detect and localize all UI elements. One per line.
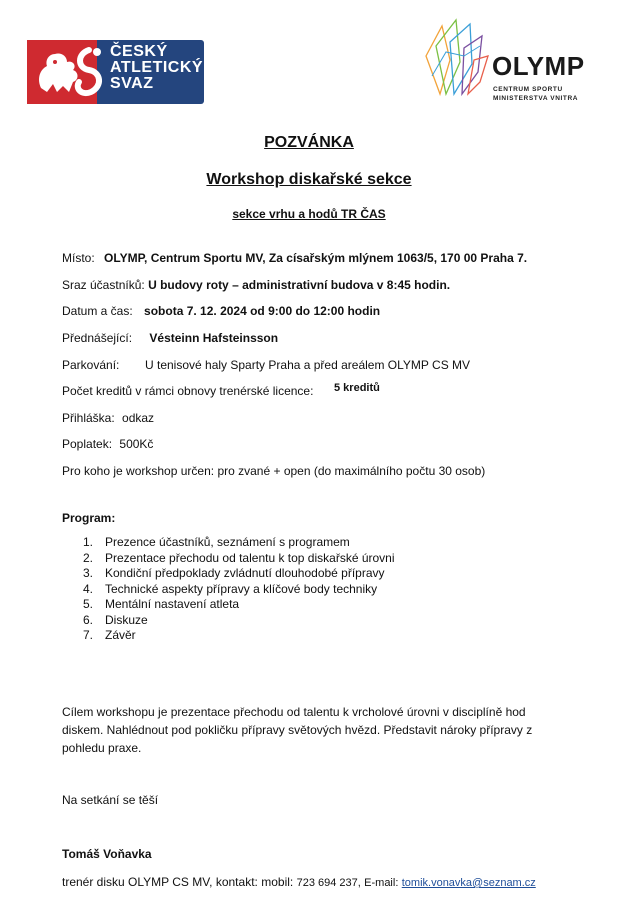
detail-date-label: Datum a čas: xyxy=(62,304,133,318)
detail-credits-label: Počet kreditů v rámci obnovy trenérské licence: xyxy=(62,384,314,398)
program-item-text: Prezentace přechodu od talentu k top diskařské úrovni xyxy=(105,550,395,565)
detail-date xyxy=(62,304,380,319)
program-item-text: Kondiční předpoklady zvládnutí dlouhodobé přípravy xyxy=(105,566,385,580)
program-item xyxy=(83,551,395,567)
detail-meet-label: Sraz účastníků: xyxy=(62,278,145,292)
csas-line-2: ATLETICKÝ xyxy=(110,59,204,76)
program-item xyxy=(83,566,395,582)
detail-meet xyxy=(62,278,450,293)
detail-credits-value: 5 kreditů xyxy=(334,382,380,394)
detail-parking-value: U tenisové haly Sparty Praha a před areálem OLYMP CS MV xyxy=(145,358,471,372)
detail-audience xyxy=(62,464,485,479)
program-item-number: 4. xyxy=(83,581,94,596)
mobile-value: 723 694 237, xyxy=(296,877,361,889)
program-item-number: 5. xyxy=(83,597,94,611)
detail-lecturer-label: Přednášející: xyxy=(62,331,133,345)
program-item-number: 6. xyxy=(83,612,94,627)
program-title: Program: xyxy=(62,511,116,525)
detail-credits xyxy=(62,382,380,399)
program-item-text: Prezence účastníků, seznámení s programem xyxy=(105,535,350,549)
detail-signup xyxy=(62,411,154,426)
program-item-text: Diskuze xyxy=(105,612,148,627)
detail-lecturer-value: Vésteinn Hafsteinsson xyxy=(149,331,279,345)
program-item xyxy=(83,628,395,644)
program-item-text: Mentální nastavení atleta xyxy=(105,597,240,611)
csas-line-1: ČESKÝ xyxy=(110,43,168,60)
csas-logo-text xyxy=(110,44,203,92)
detail-fee-label: Poplatek: xyxy=(62,437,113,451)
detail-place xyxy=(62,251,527,266)
detail-parking-label: Parkování: xyxy=(62,358,120,372)
page-title: POZVÁNKA xyxy=(264,134,354,151)
email-link[interactable]: tomik.vonavka@seznam.cz xyxy=(401,877,536,889)
email-label: E-mail: xyxy=(364,877,399,889)
olymp-logo-title: OLYMP xyxy=(492,51,585,81)
detail-audience-value: pro zvané + open (do maximálního počtu 30 osob) xyxy=(217,464,486,478)
description-paragraph: Cílem workshopu je prezentace přechodu od talentu k vrcholové úrovni v disciplíně hod diskem. Nahlédnout pod pokličku přípravy světových hvězd. Představit nároky přípravy z pohledu praxe. xyxy=(62,705,533,755)
program-item-text: Technické aspekty přípravy a klíčové body techniky xyxy=(105,581,378,596)
section-subtitle: sekce vrhu a hodů TR ČAS xyxy=(232,207,386,221)
csas-line-3: SVAZ xyxy=(110,75,154,92)
detail-signup-link[interactable]: odkaz xyxy=(122,411,155,425)
program-item xyxy=(83,613,395,629)
program-list xyxy=(83,535,395,644)
detail-place-value: OLYMP, Centrum Sportu MV, Za císařským mlýnem 1063/5, 170 00 Praha 7. xyxy=(104,251,528,265)
olymp-logo-subtitle-1: CENTRUM SPORTU xyxy=(493,86,563,93)
program-item-number: 7. xyxy=(83,628,94,642)
program-item-number: 3. xyxy=(83,566,94,580)
detail-date-value: sobota 7. 12. 2024 od 9:00 do 12:00 hodin xyxy=(144,304,381,318)
program-item xyxy=(83,597,395,613)
detail-meet-value: U budovy roty – administrativní budova v 8:45 hodin. xyxy=(148,278,451,292)
detail-place-label: Místo: xyxy=(62,251,95,265)
olymp-logo-subtitle-2: MINISTERSTVA VNITRA xyxy=(493,95,579,102)
mobile-label: mobil: xyxy=(261,875,294,889)
detail-audience-label: Pro koho je workshop určen: xyxy=(62,464,215,478)
program-item-text: Závěr xyxy=(105,628,136,642)
detail-lecturer xyxy=(62,331,278,346)
olymp-flame-icon xyxy=(420,16,490,98)
page-subtitle: Workshop diskařské sekce xyxy=(206,171,412,188)
program-item xyxy=(83,535,395,551)
signature-role: trenér disku OLYMP CS MV, kontakt: xyxy=(62,875,258,889)
greeting: Na setkání se těší xyxy=(62,793,159,807)
program-item-number: 1. xyxy=(83,535,94,549)
signature-name: Tomáš Voňavka xyxy=(62,847,152,861)
detail-signup-label: Přihláška: xyxy=(62,411,115,425)
program-item-number: 2. xyxy=(83,550,94,565)
olymp-logo-mark xyxy=(420,16,490,98)
program-item xyxy=(83,582,395,598)
detail-parking xyxy=(62,358,471,373)
detail-fee-value: 500Kč xyxy=(119,437,154,451)
signature-contact xyxy=(62,875,536,891)
detail-fee xyxy=(62,437,153,452)
